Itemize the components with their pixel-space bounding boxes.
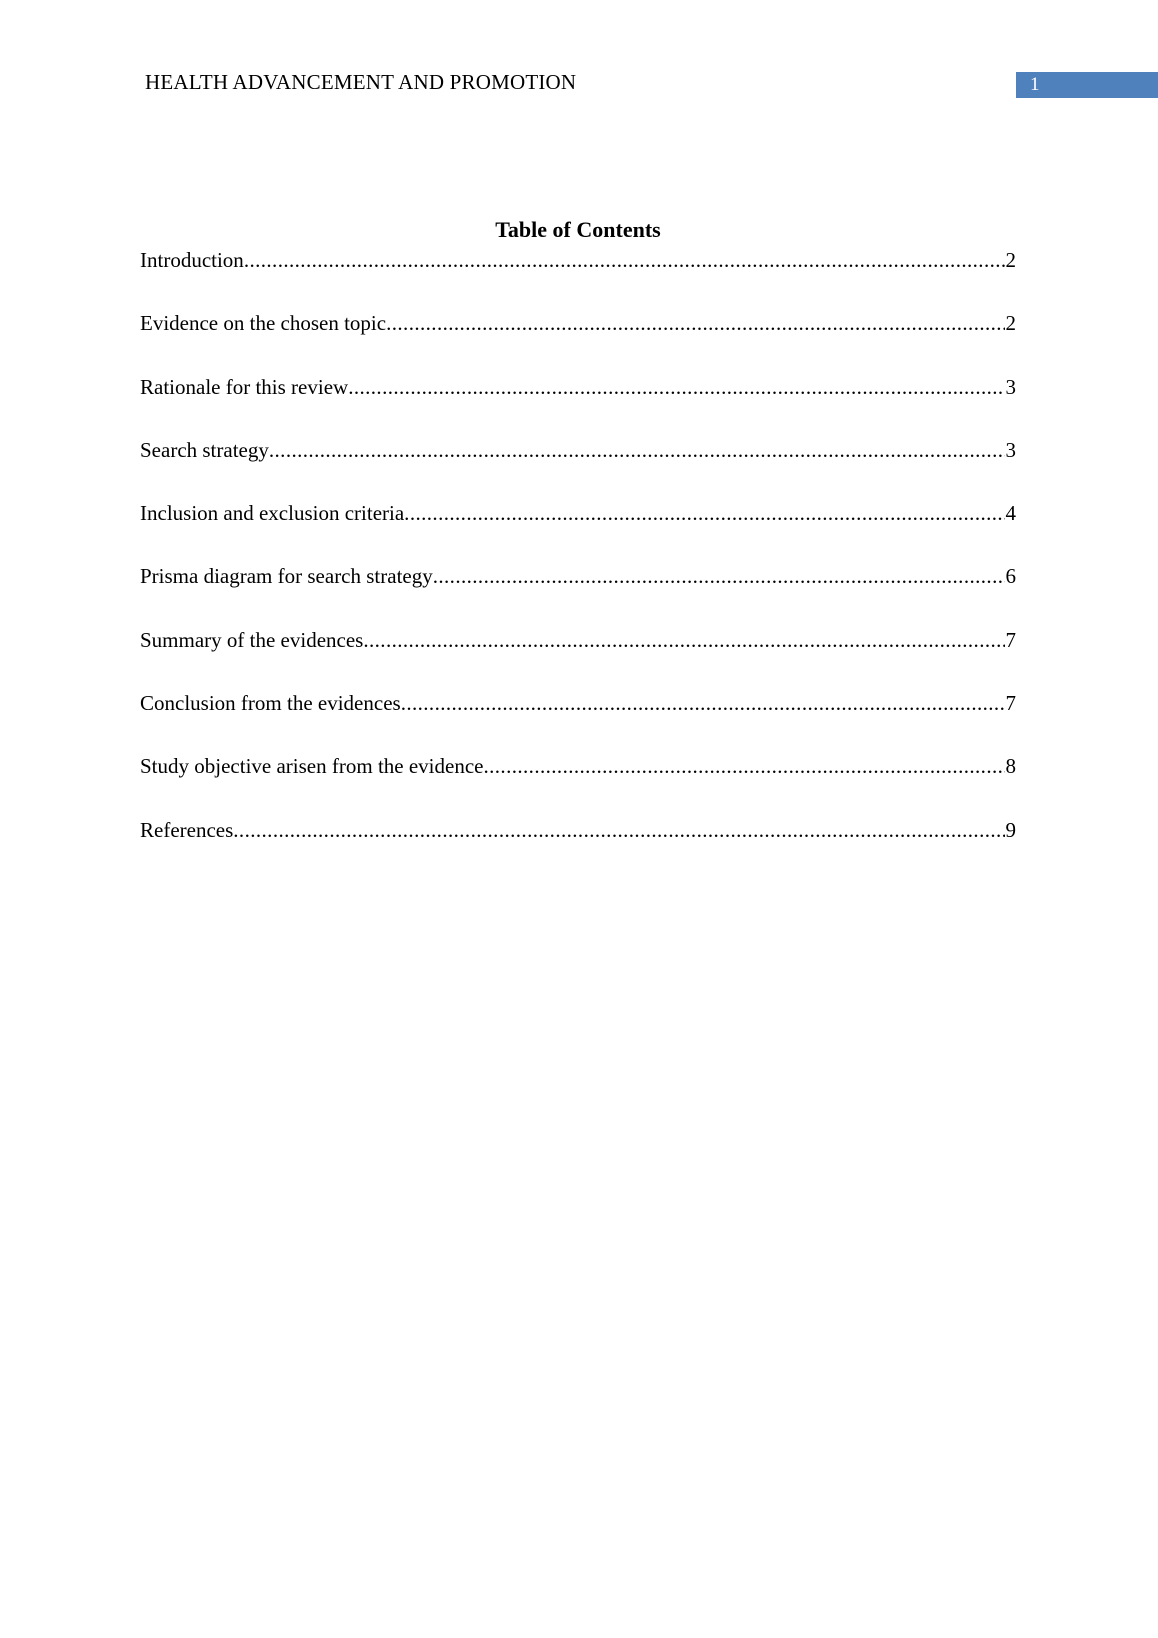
toc-entry-conclusion[interactable] xyxy=(140,690,1016,753)
toc-entry-prisma-diagram[interactable] xyxy=(140,563,1016,626)
dot-leader xyxy=(386,310,1004,337)
toc-entry-search-strategy[interactable] xyxy=(140,437,1016,500)
toc-entry-label: Evidence on the chosen topic xyxy=(140,311,387,336)
toc-entry-label: Inclusion and exclusion criteria xyxy=(140,501,405,526)
toc-entry-label: Summary of the evidences xyxy=(140,627,364,652)
toc-entry-references[interactable] xyxy=(140,817,1016,880)
page-number-badge xyxy=(1016,72,1158,98)
dot-leader xyxy=(401,690,1005,717)
toc-entry-page: 6 xyxy=(1005,564,1016,589)
toc-entry-label: Conclusion from the evidences xyxy=(140,691,401,716)
toc-entry-rationale[interactable] xyxy=(140,374,1016,437)
toc-entry-page: 7 xyxy=(1005,627,1016,652)
dot-leader xyxy=(363,627,1004,654)
toc-list xyxy=(140,247,1016,880)
dot-leader xyxy=(483,753,1004,780)
toc-entry-summary[interactable] xyxy=(140,627,1016,690)
toc-entry-page: 3 xyxy=(1005,374,1016,399)
running-head: HEALTH ADVANCEMENT AND PROMOTION xyxy=(145,70,577,94)
toc-entry-page: 9 xyxy=(1005,817,1016,842)
dot-leader xyxy=(404,500,1004,527)
toc-entry-page: 3 xyxy=(1005,437,1016,462)
dot-leader xyxy=(269,437,1005,464)
toc-entry-evidence[interactable] xyxy=(140,310,1016,373)
toc-entry-page: 4 xyxy=(1005,501,1016,526)
toc-entry-inclusion-exclusion[interactable] xyxy=(140,500,1016,563)
toc-title: Table of Contents xyxy=(495,217,661,242)
toc-entry-introduction[interactable] xyxy=(140,247,1016,310)
toc-entry-study-objective[interactable] xyxy=(140,753,1016,816)
toc-entry-label: References xyxy=(140,817,234,842)
page-number: 1 xyxy=(1030,74,1040,95)
toc-entry-label: Introduction xyxy=(140,248,244,272)
dot-leader xyxy=(433,563,1005,590)
toc-entry-label: Search strategy xyxy=(140,437,269,462)
toc-entry-page: 7 xyxy=(1005,691,1016,716)
toc-entry-page: 2 xyxy=(1005,248,1016,272)
dot-leader xyxy=(348,374,1004,401)
dot-leader xyxy=(233,817,1004,844)
toc-entry-page: 2 xyxy=(1005,311,1016,336)
toc-entry-label: Rationale for this review xyxy=(140,374,349,399)
toc-entry-page: 8 xyxy=(1005,754,1016,779)
toc-entry-label: Prisma diagram for search strategy xyxy=(140,564,433,589)
toc-entry-label: Study objective arisen from the evidence xyxy=(140,754,484,779)
dot-leader xyxy=(244,247,1005,274)
